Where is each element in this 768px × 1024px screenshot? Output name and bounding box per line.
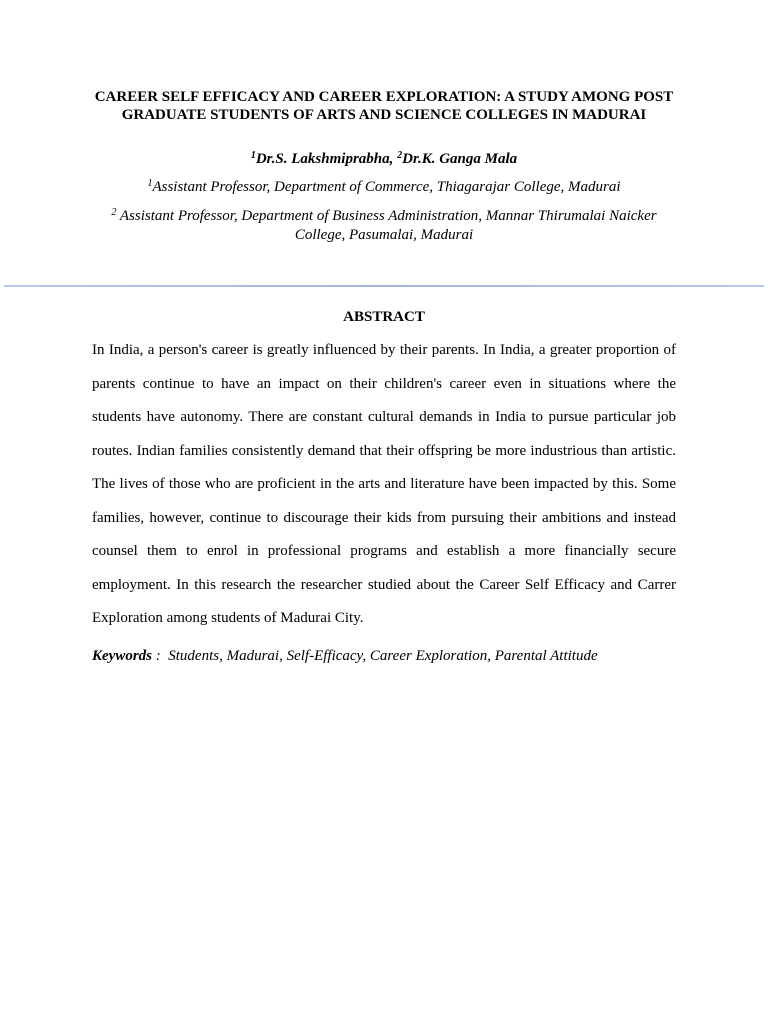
author-line	[92, 150, 676, 168]
affiliation-2	[92, 207, 676, 245]
keywords-label: Keywords	[92, 648, 152, 664]
abstract-heading: ABSTRACT	[343, 309, 425, 325]
author-2-superscript: 2	[397, 150, 403, 161]
keywords-line	[92, 647, 676, 666]
affiliation-2-text: Assistant Professor, Department of Business Administration, Mannar Thirumalai Naicker College, Pasumalai, Madurai	[116, 208, 657, 243]
affiliation-1	[92, 178, 676, 197]
section-divider	[4, 285, 764, 287]
affiliation-1-text: Assistant Professor, Department of Commerce, Thiagarajar College, Madurai	[152, 179, 621, 195]
affiliation-2-superscript: 2	[111, 207, 117, 218]
author-1-superscript: 1	[250, 150, 256, 161]
keywords-separator: :	[152, 648, 169, 664]
affiliation-1-superscript: 1	[147, 178, 153, 189]
abstract-text: In India, a person's career is greatly influenced by their parents. In India, a greater proportion of parents continue to have an impact on their children's career even in situations where the students have autonomy. There are constant cultural demands in India to pursue particular job routes. Indian families consistently demand that their offspring be more industrious than artistic. The lives of those who are proficient in the arts and literature have been impacted by this. Some families, however, continue to discourage their kids from pursuing their ambitions and instead counsel them to enrol in professional programs and establish a more financially secure employment. In this research the researcher studied about the Career Self Efficacy and Carrer Exploration among students of Madurai City.	[92, 342, 676, 626]
author-2-name: Dr.K. Ganga Mala	[402, 151, 518, 167]
paper-title: CAREER SELF EFFICACY AND CAREER EXPLORATION: A STUDY AMONG POST GRADUATE STUDENTS OF ARTS AND SCIENCE COLLEGES IN MADURAI	[94, 89, 674, 123]
keywords-list: Students, Madurai, Self-Efficacy, Career Exploration, Parental Attitude	[168, 648, 598, 664]
author-1-name: Dr.S. Lakshmiprabha,	[255, 151, 398, 167]
